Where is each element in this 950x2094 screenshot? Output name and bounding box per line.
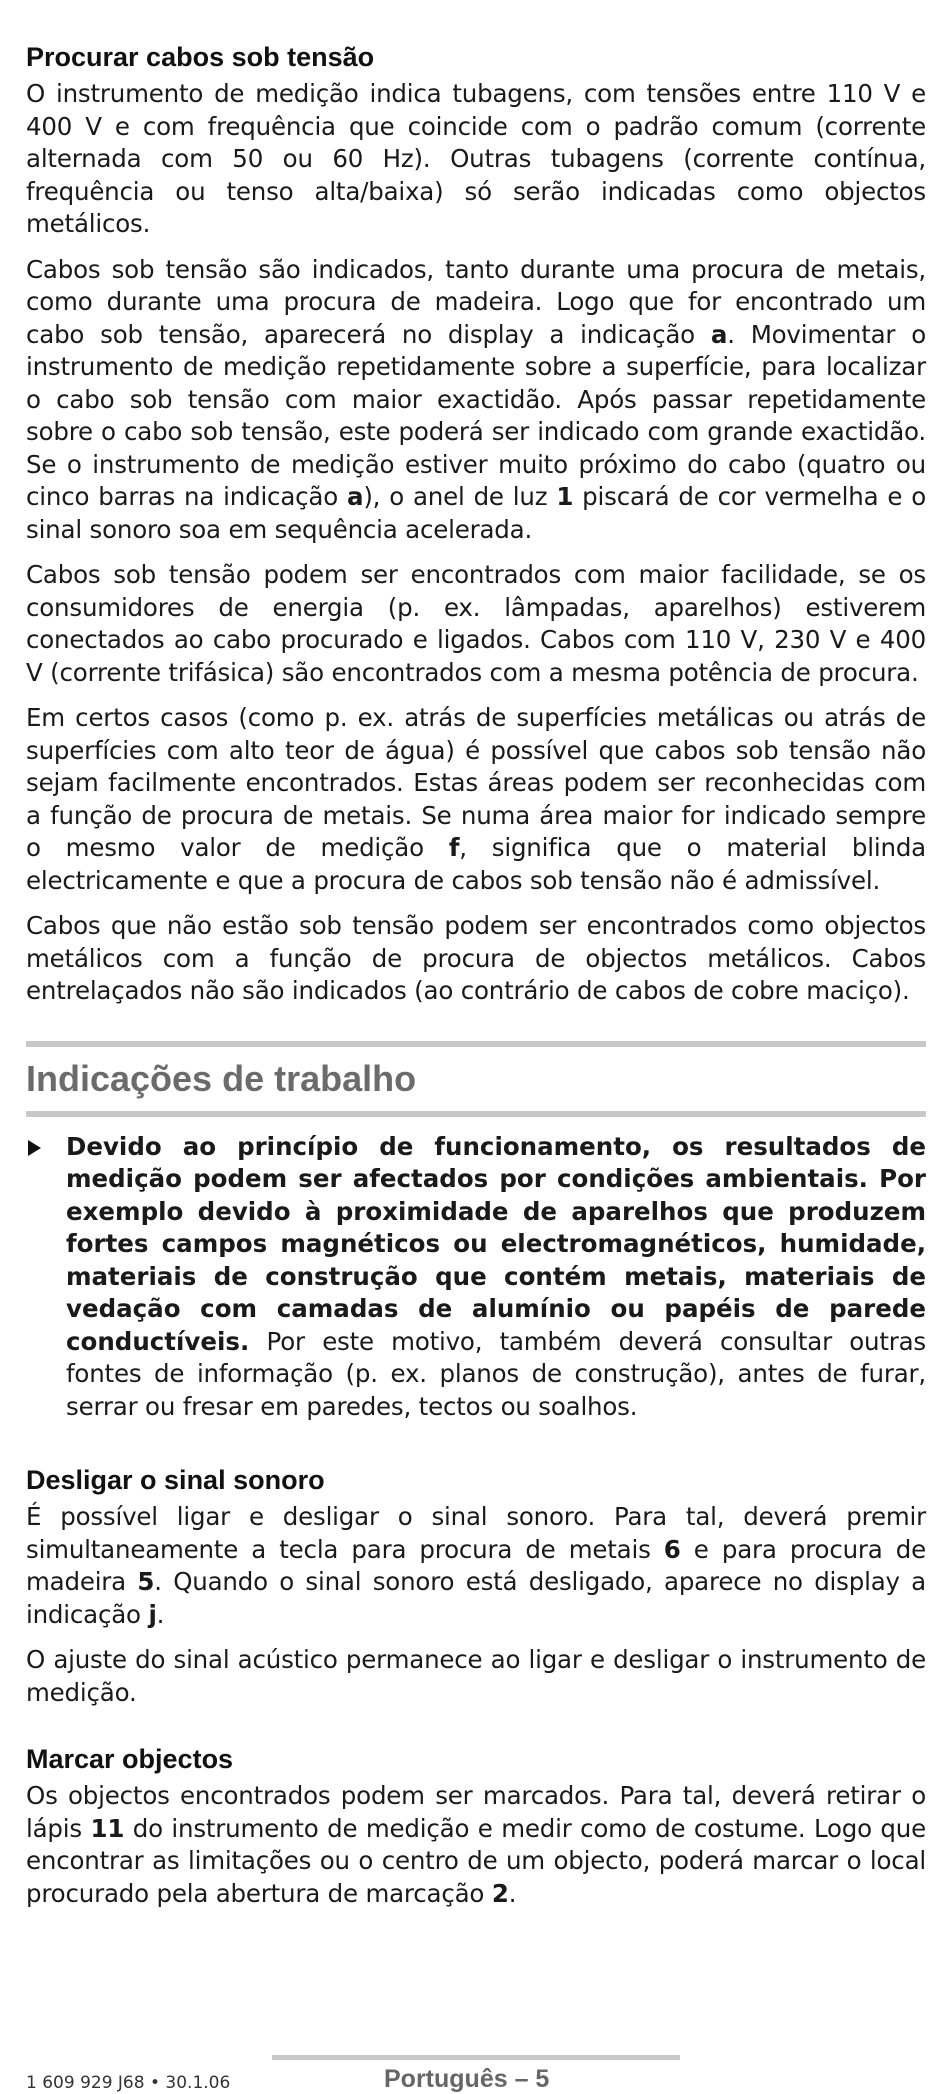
paragraph-sound-2: O ajuste do sinal acústico permanece ao ligar e desligar o instrumento de medição. <box>26 1645 926 1707</box>
ref-light-ring-1: 1 <box>556 482 574 511</box>
footer-rule <box>272 2055 680 2060</box>
paragraph-live-cables-4: Em certos casos (como p. ex. atrás de superfícies metálicas ou atrás de superfícies com alto teor de água) é possível que cabos sob tensão não sejam facilmente encontrados. Estas áreas podem ser reconhecidas com a função de procura de metais. Se numa área maior for indicado sempre o mesmo valor de medição f, significa que o material blinda electricamente e que a procura de cabos sob tensão não é admissível. <box>26 703 926 895</box>
page-content <box>26 40 926 1923</box>
paragraph-live-cables-2: Cabos sob tensão são indicados, tanto durante uma procura de metais, como durante uma procura de madeira. Logo que for encontrado um cabo sob tensão, aparecerá no display a indicação a. Movimentar o instrumento de medição repetidamente sobre a superfície, para localizar o cabo sob tensão com maior exactidão. Após passar repetidamente sobre o cabo sob tensão, este poderá ser indicado com grande exactidão. Se o instrumento de medição estiver muito próximo do cabo (quatro ou cinco barras na indicação a), o anel de luz 1 piscará de cor vermelha e o sinal sonoro soa em sequência acelerada. <box>26 254 927 544</box>
page-label: Português – 5 <box>384 2065 550 2093</box>
paragraph-mark-1: Os objectos encontrados podem ser marcados. Para tal, deverá retirar o lápis 11 do instrumento de medição e medir como de costume. Logo que encontrar as limitações ou o centro de um objecto, poderá marcar o local procurado pela abertura de marcação 2. <box>26 1781 926 1908</box>
heading-mark-objects: Marcar objectos <box>26 1744 234 1774</box>
ref-metal-key-6: 6 <box>663 1534 681 1564</box>
page-footer <box>0 2045 950 2093</box>
ref-pencil-11: 11 <box>90 1813 125 1843</box>
paragraph-live-cables-3: Cabos sob tensão podem ser encontrados com maior facilidade, se os consumidores de energia (p. ex. lâmpadas, aparelhos) estiverem conectados ao cabo procurado e ligados. Cabos com 110 V, 230 V e 400 V (corrente trifásica) são encontrados com a mesma potência de procura. <box>26 560 926 687</box>
warning-note-bold: Devido ao princípio de funcionamento, os resultados de medição podem ser afectados por condições ambientais. Por exemplo devido à proximidade de aparelhos que produzem fortes campos magnéticos ou electromagnéticos, humidade, materiais de construção que contém metais, materiais de vedação com camadas de alumínio ou papéis de parede conductíveis. <box>66 1131 926 1356</box>
ref-display-a: a <box>710 319 728 349</box>
ref-marking-opening-2: 2 <box>491 1878 509 1908</box>
ref-display-j: j <box>148 1599 157 1629</box>
warning-note <box>26 1131 926 1424</box>
ref-wood-key-5: 5 <box>137 1567 155 1596</box>
heading-live-cables: Procurar cabos sob tensão <box>26 42 375 72</box>
paragraph-live-cables-1: O instrumento de medição indica tubagens, com tensões entre 110 V e 400 V e com frequência que coincide com o padrão comum (corrente alternada com 50 ou 60 Hz). Outras tubagens (corrente contínua, frequência ou tenso alta/baixa) só serão indicadas como objectos metálicos. <box>26 79 926 238</box>
warning-note-text: Por este motivo, também deverá consultar outras fontes de informação (p. ex. planos de construção), antes de furar, serrar ou fresar em paredes, tectos ou soalhos. <box>66 1326 926 1421</box>
section-rule-bottom <box>26 1111 926 1117</box>
section-rule-top <box>26 1041 926 1047</box>
paragraph-sound-1: É possível ligar e desligar o sinal sonoro. Para tal, deverá premir simultaneamente a tecla para procura de metais 6 e para procura de madeira 5. Quando o sinal sonoro está desligado, aparece no display a indicação j. <box>26 1502 926 1629</box>
triangle-bullet-icon <box>28 1140 41 1156</box>
heading-sound-signal: Desligar o sinal sonoro <box>26 1465 325 1495</box>
document-code: 1 609 929 J68 • 30.1.06 <box>26 2073 231 2093</box>
section-title-work: Indicações de trabalho <box>26 1057 417 1099</box>
ref-value-f: f <box>448 833 460 862</box>
ref-display-a-2: a <box>346 482 364 511</box>
paragraph-live-cables-5: Cabos que não estão sob tensão podem ser encontrados como objectos metálicos com a função de procura de objectos metálicos. Cabos entrelaçados não são indicados (ao contrário de cabos de cobre maciço). <box>26 911 926 1005</box>
